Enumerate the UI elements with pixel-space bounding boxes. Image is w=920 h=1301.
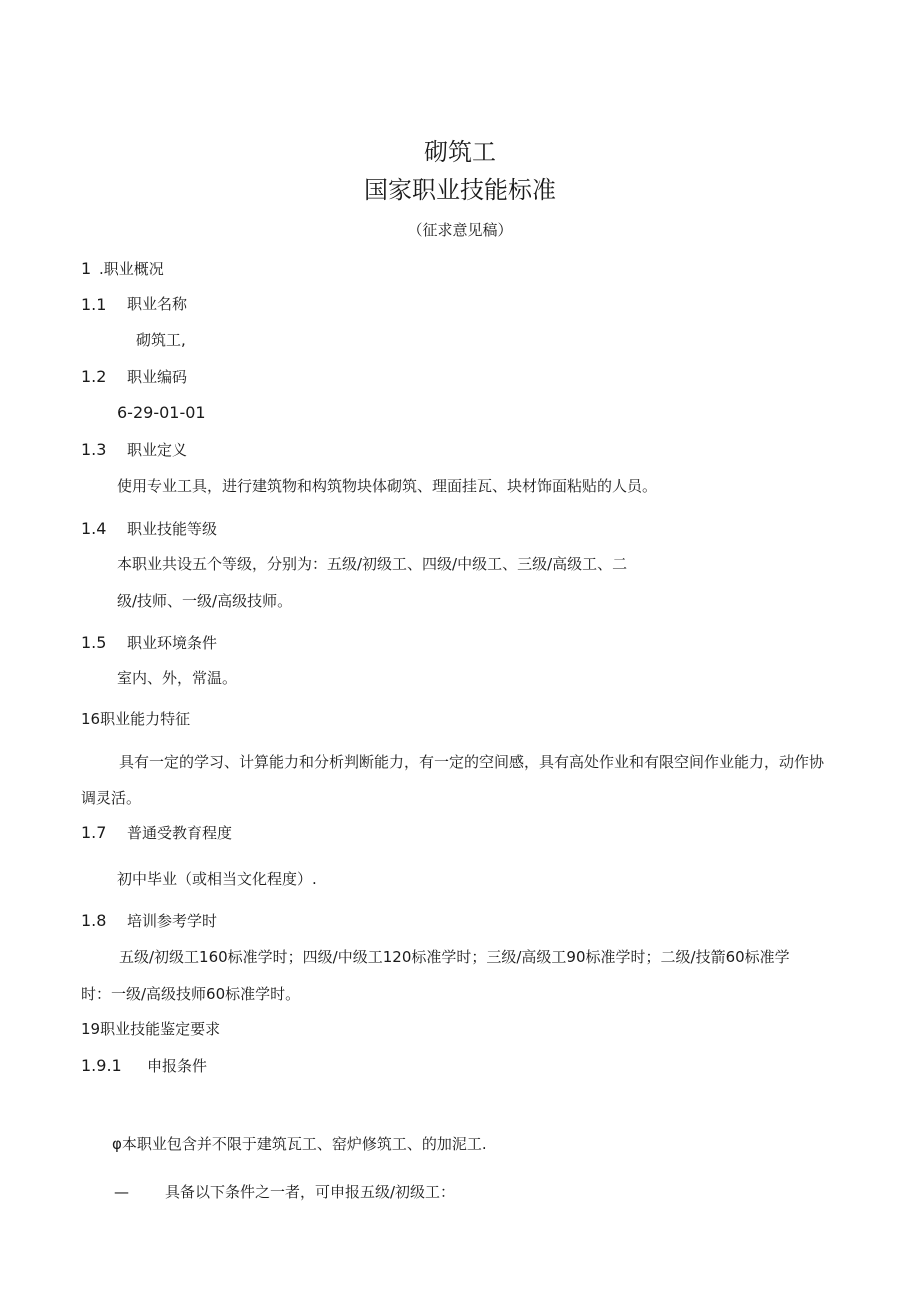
section-number: 1.3 (81, 440, 107, 459)
section-heading: 职业环境条件 (127, 634, 218, 652)
section-body: 时：一级/高级技师60标准学时。 (81, 985, 301, 1003)
document-title: 砌筑工 (424, 138, 496, 166)
section-body: 具有一定的学习、计算能力和分析判断能力，有一定的空间感，具有高处作业和有限空间作业能力，动作协 (119, 753, 825, 771)
note-text: φ本职业包含并不限于建筑瓦工、窑炉修筑工、的加泥工. (112, 1135, 487, 1153)
section-heading: .职业概况 (99, 260, 164, 278)
section-body: 初中毕业（或相当文化程度）. (117, 870, 317, 888)
section-body: 五级/初级工160标准学时；四级/中级工120标准学时；三级/高级工90标准学时；二级/技箭60标准学 (119, 948, 790, 966)
section-number: 1.4 (81, 519, 107, 538)
section-number: 1.1 (81, 295, 107, 314)
list-dash: — (114, 1183, 129, 1201)
section-heading: 职业定义 (127, 441, 188, 459)
section-body: 使用专业工具，进行建筑物和构筑物块体砌筑、理面挂瓦、块材饰面粘贴的人员。 (117, 477, 658, 495)
section-number: 1.7 (81, 823, 107, 842)
section-body: 室内、外，常温。 (117, 669, 238, 687)
document-title-line2: 国家职业技能标准 (364, 176, 556, 204)
section-heading: 职业技能等级 (127, 520, 218, 538)
section-number: 1.2 (81, 367, 107, 386)
section-number: 1.8 (81, 911, 107, 930)
section-heading: 申报条件 (147, 1057, 208, 1075)
section-heading: 职业编码 (127, 368, 188, 386)
section-heading: 职业名称 (127, 295, 188, 313)
document-subtitle: （征求意见稿） (407, 221, 513, 239)
section-number: 1 (81, 259, 92, 278)
section-heading: 19职业技能鉴定要求 (81, 1020, 221, 1038)
condition-text: 具备以下条件之一者，可申报五级/初级工： (165, 1183, 456, 1201)
section-heading: 普通受教育程度 (127, 824, 233, 842)
section-body: 6-29-01-01 (117, 403, 206, 422)
section-number: 1.5 (81, 633, 107, 652)
section-heading: 培训参考学时 (127, 912, 218, 930)
section-heading: 16职业能力特征 (81, 710, 191, 728)
section-number: 1.9.1 (81, 1056, 122, 1075)
section-body: 级/技师、一级/高级技师。 (117, 592, 293, 610)
section-body: 砌筑工, (136, 331, 186, 349)
section-body: 调灵活。 (81, 789, 142, 807)
section-body: 本职业共设五个等级，分别为：五级/初级工、四级/中级工、三级/高级工、二 (117, 555, 628, 573)
